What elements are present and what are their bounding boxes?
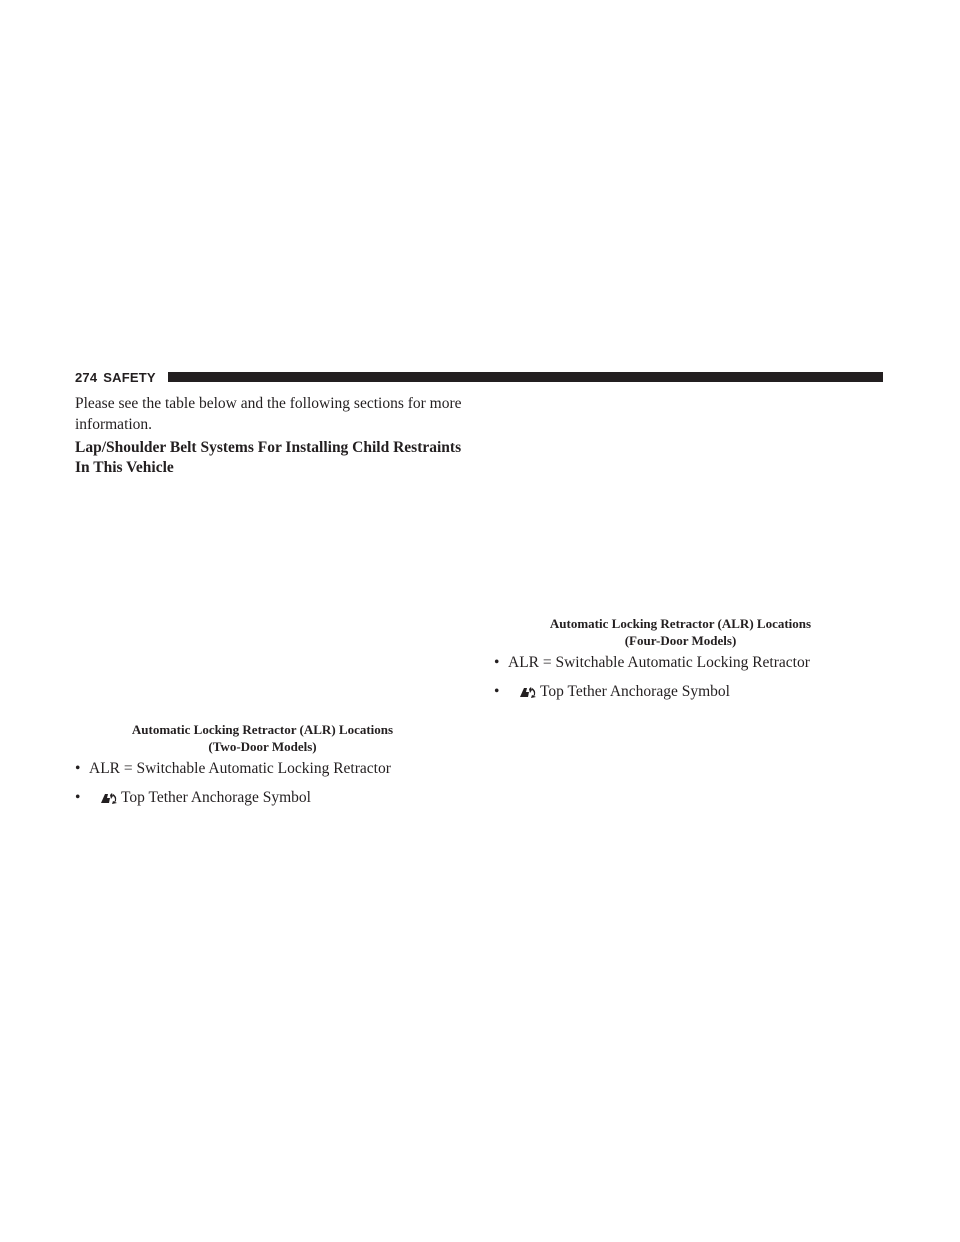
bullet-text: Top Tether Anchorage Symbol (540, 683, 730, 700)
section-title: SAFETY (103, 369, 156, 385)
bullet-list-four-door (494, 652, 810, 710)
top-tether-anchorage-icon (99, 791, 119, 805)
list-item (494, 652, 810, 673)
intro-paragraph: Please see the table below and the following sections for more information. (75, 395, 462, 433)
bullet-text: Top Tether Anchorage Symbol (121, 789, 311, 806)
bullet-text: ALR = Switchable Automatic Locking Retractor (89, 760, 391, 777)
bullet: • (75, 789, 81, 806)
list-item (75, 787, 391, 808)
figure-caption-four-door (518, 616, 843, 649)
bullet-list-two-door (75, 758, 391, 816)
top-tether-anchorage-icon (518, 685, 538, 699)
list-item (494, 681, 810, 702)
page-number: 274 (75, 369, 98, 385)
caption-line: Automatic Locking Retractor (ALR) Locations (549, 616, 812, 631)
header-rule (168, 372, 883, 382)
figure-caption-two-door (100, 722, 425, 755)
caption-line: (Four-Door Models) (624, 632, 737, 648)
caption-line: (Two-Door Models) (208, 738, 317, 754)
list-item (75, 758, 391, 779)
bullet: • (494, 654, 500, 671)
caption-line: Automatic Locking Retractor (ALR) Locations (131, 722, 394, 737)
bullet: • (494, 683, 500, 700)
page-header (75, 369, 883, 385)
section-subheading: Lap/Shoulder Belt Systems For Installing Child Restraints In This Vehicle (75, 439, 462, 476)
bullet-text: ALR = Switchable Automatic Locking Retractor (508, 654, 810, 671)
bullet: • (75, 760, 81, 777)
